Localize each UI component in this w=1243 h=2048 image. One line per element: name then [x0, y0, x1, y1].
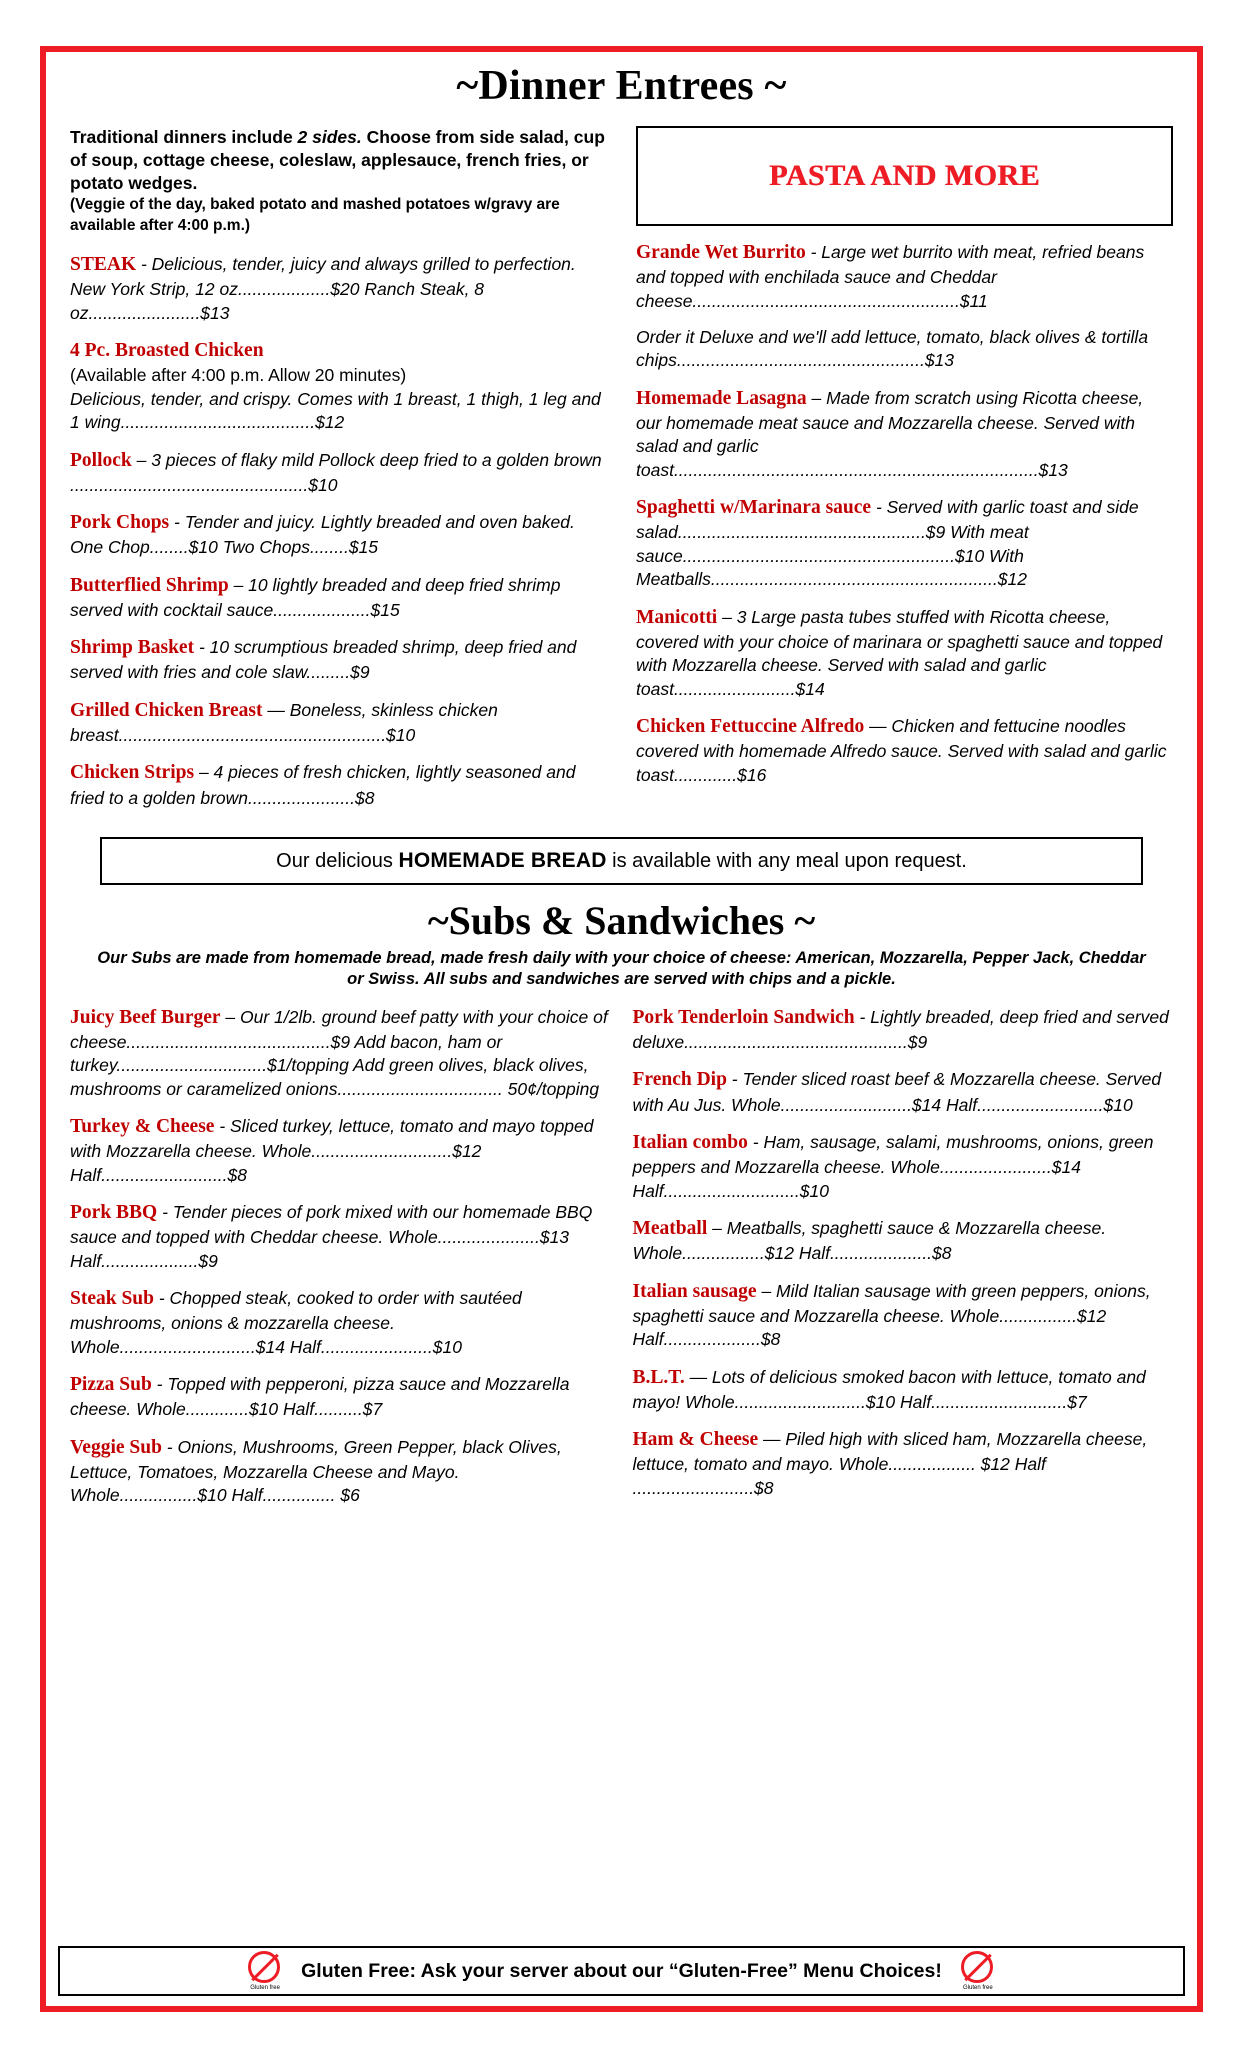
menu-item: [633, 1005, 1174, 1055]
menu-item-desc: Order it Deluxe and we'll add lettuce, tomato, black olives & tortilla chips...................................................$13: [636, 327, 1149, 371]
menu-item-name: Pork Chops: [70, 512, 170, 534]
bread-banner-post: is available with any meal upon request.: [606, 850, 967, 872]
menu-item: [633, 1216, 1174, 1266]
menu-item-desc: — Boneless, skinless chicken breast.......................................................$10: [70, 699, 498, 745]
menu-item: [633, 1365, 1174, 1415]
menu-item: [70, 448, 610, 498]
menu-item: [70, 1114, 611, 1187]
menu-item: [70, 1005, 611, 1101]
menu-item-desc: - Tender and juicy. Lightly breaded and oven baked. One Chop........$10 Two Chops........$15: [70, 512, 575, 558]
menu-item: [70, 510, 610, 560]
menu-item: [633, 1427, 1174, 1500]
menu-item: [636, 386, 1173, 482]
menu-item-desc: - Tender sliced roast beef & Mozzarella cheese. Served with Au Jus. Whole...........................$14 Half..........................$10: [632, 1069, 1162, 1115]
menu-item-desc: — Lots of delicious smoked bacon with lettuce, tomato and mayo! Whole...........................$10 Half............................$7: [632, 1366, 1146, 1412]
menu-item-desc: - Lightly breaded, deep fried and served deluxe..............................................$9: [632, 1006, 1169, 1052]
bread-banner-strong: HOMEMADE BREAD: [398, 849, 607, 872]
menu-item: [70, 1372, 611, 1422]
dinner-intro-part1: Traditional dinners include: [70, 127, 298, 147]
menu-item-name: Spaghetti w/Marinara sauce: [636, 497, 872, 519]
menu-item: [633, 1130, 1174, 1203]
menu-item-desc: – 3 pieces of flaky mild Pollock deep fried to a golden brown .................................................$10: [70, 449, 602, 495]
menu-item-name: Pork Tenderloin Sandwich: [632, 1006, 855, 1028]
dinner-columns: [70, 120, 1173, 823]
menu-item-desc: - Served with garlic toast and side salad...................................................$9 With meat sauce........................................................$10 With Meatballs...........................................................$12: [636, 497, 1139, 590]
menu-item-name: Pork BBQ: [70, 1202, 158, 1224]
menu-item-desc: - Delicious, tender, juicy and always grilled to perfection. New York Strip, 12 oz...................$20 Ranch Steak, 8 oz.......................$13: [70, 254, 576, 323]
menu-item-desc: – Mild Italian sausage with green peppers, onions, spaghetti sauce and Mozzarella cheese. Whole................$12 Half....................$8: [632, 1280, 1151, 1350]
menu-item-name: Butterflied Shrimp: [70, 574, 229, 596]
menu-item-desc: - Tender pieces of pork mixed with our homemade BBQ sauce and topped with Cheddar cheese. Whole.....................$13 Half....................$9: [70, 1202, 593, 1271]
menu-item: [70, 698, 610, 748]
menu-item-name: Italian sausage: [632, 1280, 757, 1302]
menu-item: [70, 635, 610, 685]
dinner-column: [70, 120, 610, 823]
menu-item-name: Veggie Sub: [70, 1436, 162, 1458]
gluten-free-icon-caption: Gluten free: [250, 1985, 280, 1991]
menu-item-name: Juicy Beef Burger: [70, 1006, 221, 1028]
menu-item-name: Homemade Lasagna: [636, 387, 807, 409]
menu-item-name: Turkey & Cheese: [70, 1116, 215, 1138]
dinner-intro-part2: Choose from side salad, cup of soup, cottage cheese, coleslaw, applesauce, french fries, or potato wedges.: [70, 127, 605, 194]
menu-item-name: Chicken Fettuccine Alfredo: [636, 716, 865, 738]
menu-item-desc: - Ham, sausage, salami, mushrooms, onions, green peppers and Mozzarella cheese. Whole.......................$14 Half............................$10: [632, 1132, 1154, 1201]
dinner-intro: [70, 126, 610, 236]
menu-item: [70, 1286, 611, 1359]
bread-banner-pre: Our delicious: [276, 850, 399, 872]
menu-item-name: Manicotti: [636, 606, 718, 628]
pasta-column: [636, 120, 1173, 800]
menu-item-desc: - Topped with pepperoni, pizza sauce and Mozzarella cheese. Whole.............$10 Half..........$7: [70, 1374, 570, 1420]
menu-item-desc: – Our 1/2lb. ground beef patty with your choice of cheese..........................................$9 Add bacon, ham or turkey...............................$1/topping Add green olives, black olives, mushrooms or caramelized onions.................................. 50¢/topping: [70, 1006, 608, 1099]
menu-item-name: Meatball: [632, 1218, 708, 1239]
menu-item: [70, 338, 610, 434]
gluten-free-icon: [245, 1951, 285, 1991]
menu-item-desc: – 3 Large pasta tubes stuffed with Ricotta cheese, covered with your choice of marinara or spaghetti sauce and topped with Mozzarella cheese. Served with salad and garlic toast.........................$14: [636, 606, 1163, 699]
menu-item-desc: - Chopped steak, cooked to order with sautéed mushrooms, onions & mozzarella cheese. Whole............................$14 Half.......................$10: [70, 1288, 522, 1357]
menu-item-name: Pollock: [70, 449, 132, 471]
gluten-free-icon-caption: Gluten free: [963, 1985, 993, 1991]
gluten-free-banner: [58, 1946, 1185, 1996]
menu-item-name: Grande Wet Burrito: [636, 242, 806, 263]
menu-item-desc: – Made from scratch using Ricotta cheese, our homemade meat sauce and Mozzarella cheese. Served with salad and garlic toast...........................................................................$13: [636, 387, 1144, 480]
menu-item: [70, 573, 610, 623]
subs-note: Our Subs are made from homemade bread, made fresh daily with your choice of cheese: American, Mozzarella, Pepper Jack, Cheddar or Swiss. All subs and sandwiches are served with chips and a pickle.: [97, 949, 1146, 989]
menu-item-desc: — Piled high with sliced ham, Mozzarella cheese, lettuce, tomato and mayo. Whole.................. $12 Half .........................$8: [632, 1429, 1148, 1498]
menu-item-name: Italian combo: [632, 1132, 748, 1153]
menu-item: [70, 1200, 611, 1273]
pasta-heading-box: [636, 126, 1173, 226]
menu-item: [636, 326, 1173, 373]
menu-item-name: STEAK: [70, 254, 137, 276]
menu-item: [633, 1279, 1174, 1352]
dinner-intro-emphasis: 2 sides.: [297, 127, 362, 147]
menu-item-desc: – Meatballs, spaghetti sauce & Mozzarella cheese. Whole.................$12 Half.....................$8: [632, 1218, 1107, 1264]
menu-item-name: Grilled Chicken Breast: [70, 699, 263, 721]
menu-item-desc: - Onions, Mushrooms, Green Pepper, black Olives, Lettuce, Tomatoes, Mozzarella Cheese and Mayo. Whole................$10 Half............... $6: [70, 1436, 562, 1506]
dinner-intro-note: (Veggie of the day, baked potato and mashed potatoes w/gravy are available after 4:00 p.m.): [70, 196, 560, 234]
menu-item: [70, 1435, 611, 1508]
menu-item-desc: – 10 lightly breaded and deep fried shrimp served with cocktail sauce....................$15: [70, 574, 561, 620]
menu-content: [70, 62, 1173, 1521]
menu-item-desc: — Chicken and fettucine noodles covered with homemade Alfredo sauce. Served with salad and garlic toast.............$16: [636, 716, 1167, 785]
homemade-bread-banner: [100, 837, 1143, 885]
menu-item-name: Shrimp Basket: [70, 637, 195, 659]
subs-right-column: [633, 1005, 1174, 1513]
menu-item-name: Ham & Cheese: [632, 1429, 759, 1451]
menu-item: [636, 714, 1173, 787]
menu-item-desc: - Sliced turkey, lettuce, tomato and mayo topped with Mozzarella cheese. Whole.............................$12 Half..........................$8: [70, 1116, 594, 1185]
pasta-heading: PASTA AND MORE: [769, 159, 1040, 192]
menu-item-name: French Dip: [632, 1069, 727, 1091]
dinner-entrees-title: ~Dinner Entrees ~: [456, 63, 787, 109]
menu-item-note: (Available after 4:00 p.m. Allow 20 minutes): [70, 365, 407, 386]
menu-item: [636, 605, 1173, 701]
menu-item: [70, 252, 610, 325]
menu-item: [70, 760, 610, 810]
subs-left-column: [70, 1005, 611, 1521]
menu-item: [636, 240, 1173, 313]
menu-item-name: 4 Pc. Broasted Chicken: [70, 340, 264, 362]
menu-item-name: Pizza Sub: [70, 1374, 152, 1396]
menu-item: [633, 1067, 1174, 1117]
subs-sandwiches-title: ~Subs & Sandwiches ~: [427, 898, 816, 943]
gluten-free-text: Gluten Free: Ask your server about our “Gluten-Free” Menu Choices!: [301, 1959, 942, 1982]
subs-columns: [70, 1005, 1173, 1521]
menu-item-desc: Delicious, tender, and crispy. Comes with 1 breast, 1 thigh, 1 leg and 1 wing........................................$12: [70, 388, 601, 433]
menu-item-desc: - Large wet burrito with meat, refried beans and topped with enchilada sauce and Cheddar cheese.......................................................$11: [636, 242, 1145, 311]
menu-item-name: Chicken Strips: [70, 762, 195, 784]
menu-item: [636, 495, 1173, 591]
gluten-free-icon: [958, 1951, 998, 1991]
menu-item-desc: – 4 pieces of fresh chicken, lightly seasoned and fried to a golden brown......................$8: [70, 762, 576, 808]
menu-item-name: B.L.T.: [632, 1366, 685, 1388]
menu-item-name: Steak Sub: [70, 1288, 154, 1310]
menu-item-desc: - 10 scrumptious breaded shrimp, deep fried and served with fries and cole slaw.........$9: [70, 637, 577, 683]
